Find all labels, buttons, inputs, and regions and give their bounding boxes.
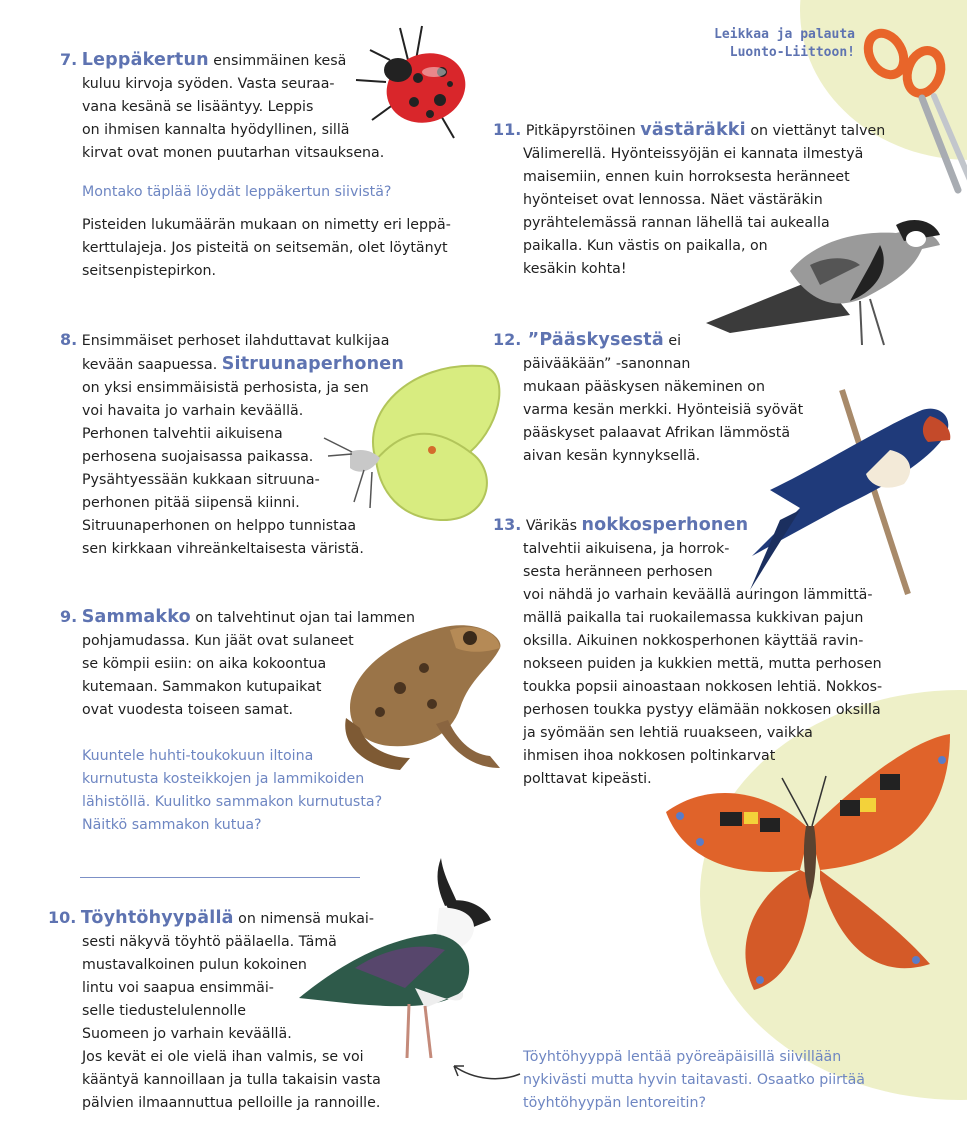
section-10 [48, 906, 381, 1115]
text-line: on nimensä mukai- [233, 911, 374, 927]
text-line: kutemaan. Sammakon kutupaikat [82, 679, 322, 695]
corner-note-line: Luonto-Liittoon! [729, 45, 855, 60]
section-12 [493, 328, 803, 468]
text-line: kesäkin kohta! [523, 261, 627, 277]
text-line: polttavat kipeästi. [523, 771, 652, 787]
question-text: Töyhtöhyyppä lentää pyöreäpäisillä siivillään [523, 1049, 842, 1065]
text-line: sen kirkkaan vihreänkeltaisesta väristä. [82, 541, 364, 557]
lapwing-flight-question [523, 1046, 865, 1115]
section-number: 8. [60, 330, 78, 349]
text-line: kirvat ovat monen puutarhan vitsauksena. [82, 145, 385, 161]
text-line: pälvien ilmaannuttua pelloille ja rannoille. [82, 1095, 381, 1111]
text-line: ei [663, 333, 682, 349]
text-line: on yksi ensimmäisistä perhosista, ja sen [82, 380, 369, 396]
species-title: ”Pääskysestä [521, 330, 664, 350]
text-line: kuluu kirvoja syöden. Vasta seuraa- [82, 76, 335, 92]
text-line: Välimerellä. Hyönteissyöjän ei kannata ilmestyä [523, 146, 864, 162]
text-line: lintu voi saapua ensimmäi- [82, 980, 274, 996]
text-line: Sitruunaperhonen on helppo tunnistaa [82, 518, 357, 534]
text-line: sesti näkyvä töyhtö päälaella. Tämä [82, 934, 337, 950]
text-line: on talvehtinut ojan tai lammen [190, 610, 415, 626]
text-line: Perhonen talvehtii aikuisena [82, 426, 283, 442]
corner-note-line: Leikkaa ja palauta [714, 27, 855, 42]
species-title: Töyhtöhyypällä [80, 908, 234, 928]
text-line: Suomeen jo varhain keväällä. [82, 1026, 292, 1042]
text-line: on viettänyt talven [745, 123, 886, 139]
text-line: perhosena suojaisassa paikassa. [82, 449, 314, 465]
section-8 [60, 328, 404, 561]
section-7 [60, 48, 451, 283]
text-line: Pisteiden lukumäärän mukaan on nimetty eri leppä- [82, 217, 451, 233]
text-line: nokseen puiden ja kukkien mettä, mutta perhosen [523, 656, 882, 672]
question-text: töyhtöhyypän lentoreitin? [523, 1095, 706, 1111]
text-line: vana kesänä se lisääntyy. Leppis [82, 99, 314, 115]
text-line: pääskyset palaavat Afrikan lämmöstä [523, 425, 791, 441]
section-13 [493, 513, 882, 791]
divider-line [80, 877, 360, 878]
text-line: voi nähdä jo varhain keväällä auringon lämmittä- [523, 587, 873, 603]
section-9 [60, 605, 415, 837]
text-line: mustavalkoinen pulun kokoinen [82, 957, 307, 973]
text-line: ja syömään sen lehtiä ruuakseen, vaikka [523, 725, 813, 741]
text-line: maisemiin, ennen kuin horroksesta heränneet [523, 169, 850, 185]
text-line: kääntyä kannoillaan ja tulla takaisin vasta [82, 1072, 381, 1088]
text-line: ovat vuodesta toiseen samat. [82, 702, 294, 718]
text-line: paikalla. Kun västis on paikalla, on [523, 238, 768, 254]
text-line: mällä paikalla tai ruokailemassa kukkivan pajun [523, 610, 864, 626]
text-line: voi havaita jo varhain keväällä. [82, 403, 304, 419]
section-11 [493, 118, 885, 281]
section-number: 13. [493, 515, 522, 534]
text-line: perhosen toukka pystyy elämään nokkosen oksilla [523, 702, 881, 718]
text-line: mukaan pääskysen näkeminen on [523, 379, 765, 395]
question-text: Kuuntele huhti-toukokuun iltoina [82, 748, 314, 764]
cut-and-return-note [714, 26, 855, 62]
text-line: kerttulajeja. Jos pisteitä on seitsemän, olet löytänyt [82, 240, 448, 256]
section-number: 12. [493, 330, 522, 349]
species-title: Sitruunaperhonen [221, 354, 405, 374]
text-line: talvehtii aikuisena, ja horrok- [523, 541, 730, 557]
species-title: nokkosperhonen [581, 515, 749, 535]
text-line: Pysähtyessään kukkaan sitruuna- [82, 472, 320, 488]
text-line: pohjamudassa. Kun jäät ovat sulaneet [82, 633, 354, 649]
text-line: se kömpii esiin: on aika kokoontua [82, 656, 327, 672]
text-line: Ensimmäiset perhoset ilahduttavat kulkijaa [77, 333, 390, 349]
text-line: sesta heränneen perhosen [523, 564, 713, 580]
question-text: lähistöllä. Kuulitko sammakon kurnutusta? [82, 794, 383, 810]
text-line: ensimmäinen kesä [208, 53, 347, 69]
text-line: selle tiedustelulennolle [82, 1003, 247, 1019]
question-text: Montako täplää löydät leppäkertun siivistä? [82, 184, 392, 200]
text-line: ihmisen ihoa nokkosen poltinkarvat [523, 748, 776, 764]
section-number: 7. [60, 50, 78, 69]
text-line: Värikäs [521, 518, 582, 534]
text-line: päivääkään” -sanonnan [523, 356, 691, 372]
text-line: varma kesän merkki. Hyönteisiä syövät [523, 402, 804, 418]
text-line: Pitkäpyrstöinen [521, 123, 641, 139]
text-line: pyrähtelemässä rannan lähellä tai aukealla [523, 215, 830, 231]
section-number: 10. [48, 908, 77, 927]
text-line: hyönteiset ovat lennossa. Näet västäräkin [523, 192, 823, 208]
question-text: kurnutusta kosteikkojen ja lammikoiden [82, 771, 365, 787]
species-title: Sammakko [81, 607, 191, 627]
text-line: oksilla. Aikuinen nokkosperhonen käyttää ravin- [523, 633, 864, 649]
text-line: Jos kevät ei ole vielä ihan valmis, se voi [82, 1049, 364, 1065]
question-text: nykivästi mutta hyvin taitavasti. Osaatko piirtää [523, 1072, 865, 1088]
text-line: on ihmisen kannalta hyödyllinen, sillä [82, 122, 350, 138]
text-line: perhonen pitää siipensä kiinni. [82, 495, 300, 511]
text-line: seitsenpistepirkon. [82, 263, 217, 279]
species-title: Leppäkertun [81, 50, 209, 70]
text-line: kevään saapuessa. [82, 357, 222, 373]
text-line: toukka popsii ainoastaan nokkosen lehtiä. Nokkos- [523, 679, 883, 695]
section-number: 11. [493, 120, 522, 139]
question-text: Näitkö sammakon kutua? [82, 817, 262, 833]
species-title: västäräkki [640, 120, 746, 140]
section-number: 9. [60, 607, 78, 626]
text-line: aivan kesän kynnyksellä. [523, 448, 701, 464]
arrow-icon [450, 1058, 520, 1088]
